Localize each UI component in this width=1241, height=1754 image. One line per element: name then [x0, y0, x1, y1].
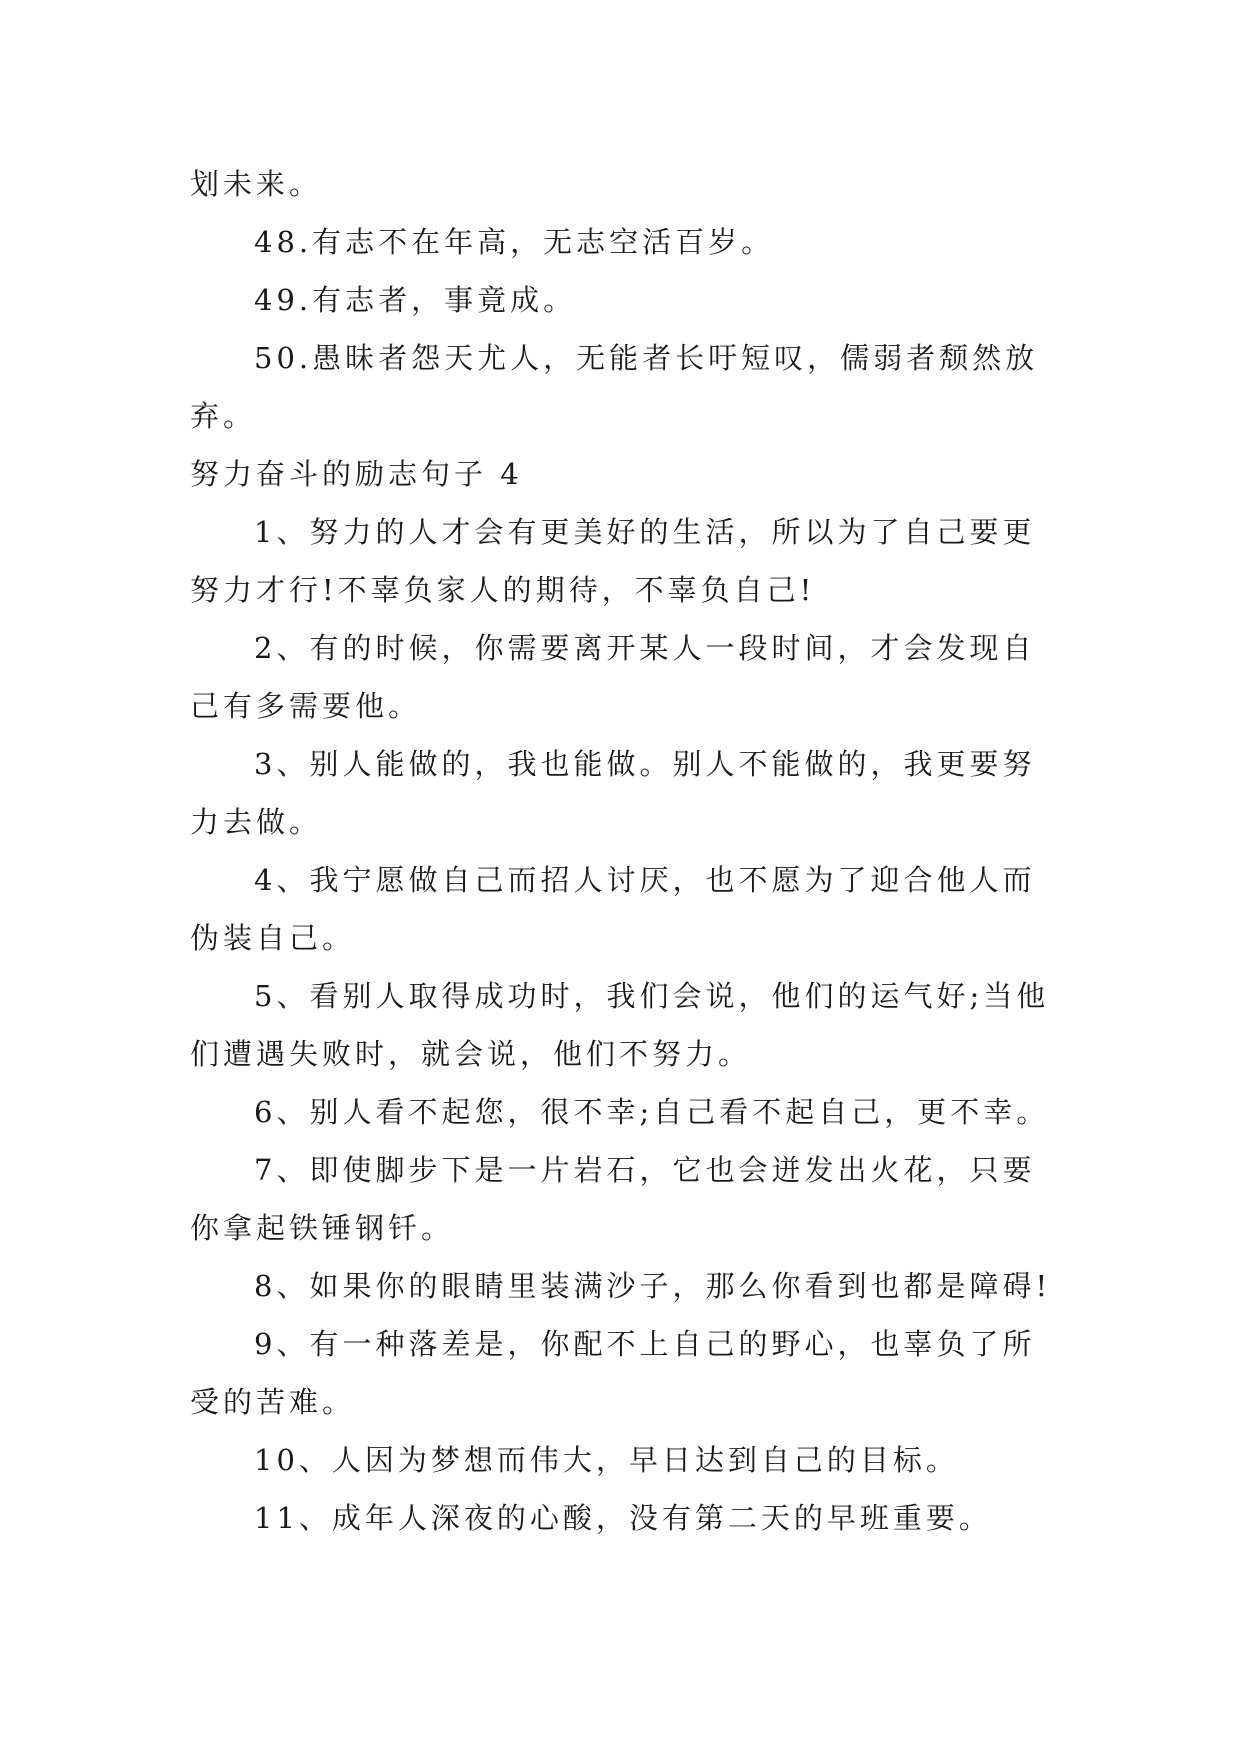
text-line: 50.愚昧者怨天尤人，无能者长吁短叹，儒弱者颓然放 — [254, 341, 1039, 375]
text-line: 48.有志不在年高，无志空活百岁。 — [254, 225, 775, 259]
text-line: 划未来。 — [190, 167, 323, 201]
text-line: 1、努力的人才会有更美好的生活，所以为了自己要更 — [254, 515, 1036, 549]
text-line: 你拿起铁锤钢钎。 — [190, 1211, 455, 1245]
document-body — [190, 155, 1060, 1547]
text-line: 们遭遇失败时，就会说，他们不努力。 — [190, 1037, 752, 1071]
text-line: 6、别人看不起您，很不幸;自己看不起自己，更不幸。 — [254, 1095, 1050, 1129]
text-line: 弃。 — [190, 399, 257, 433]
text-line: 9、有一种落差是，你配不上自己的野心，也辜负了所 — [254, 1327, 1036, 1361]
text-line: 2、有的时候，你需要离开某人一段时间，才会发现自 — [254, 631, 1036, 665]
text-line: 5、看别人取得成功时，我们会说，他们的运气好;当他 — [254, 979, 1050, 1013]
text-line: 己有多需要他。 — [190, 689, 422, 723]
text-line: 3、别人能做的，我也能做。别人不能做的，我更要努 — [254, 747, 1036, 781]
text-line: 8、如果你的眼睛里装满沙子，那么你看到也都是障碍! — [254, 1269, 1052, 1303]
text-line: 11、成年人深夜的心酸，没有第二天的早班重要。 — [254, 1501, 992, 1535]
text-line: 7、即使脚步下是一片岩石，它也会迸发出火花，只要 — [254, 1153, 1036, 1187]
text-line: 努力才行!不辜负家人的期待，不辜负自己! — [190, 573, 816, 607]
text-line: 49.有志者，事竟成。 — [254, 283, 577, 317]
section-heading: 努力奋斗的励志句子 4 — [190, 457, 523, 491]
text-line: 4、我宁愿做自己而招人讨厌，也不愿为了迎合他人而 — [254, 863, 1036, 897]
text-line: 受的苦难。 — [190, 1385, 356, 1419]
text-line: 伪装自己。 — [190, 921, 356, 955]
text-line: 10、人因为梦想而伟大，早日达到自己的目标。 — [254, 1443, 959, 1477]
text-line: 力去做。 — [190, 805, 323, 839]
